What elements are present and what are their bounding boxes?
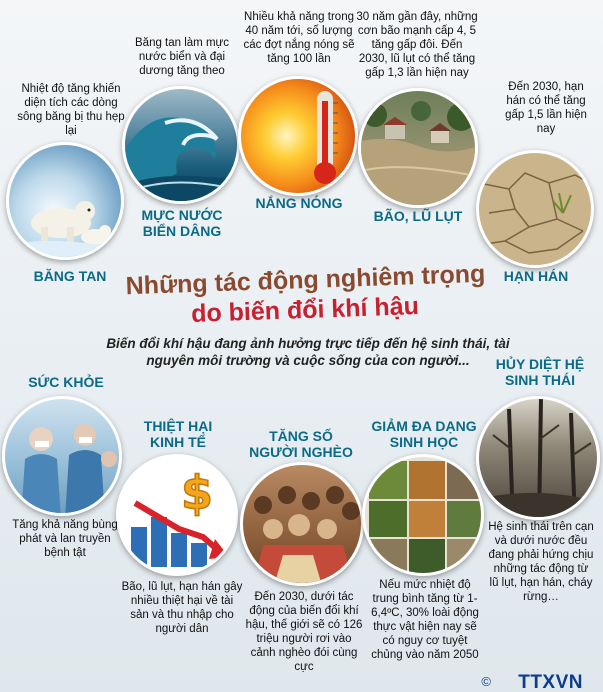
biodiversity-caption: Nếu mức nhiệt độ trung bình tăng từ 1-6,4ºC, 30% loài động thực vật hiện nay sẽ có nguy cơ tuyệt chủng vào năm 2050 <box>371 579 479 661</box>
sea-level-image <box>122 86 240 204</box>
drought-label: HẠN HÁN <box>503 268 569 284</box>
flood-icon <box>361 91 478 208</box>
biodiversity-image <box>362 454 484 576</box>
ice-melt-label: BĂNG TAN <box>33 268 107 284</box>
crowd-icon <box>243 465 364 586</box>
health-image <box>2 396 122 516</box>
health-icon <box>5 399 122 516</box>
svg-text:$: $ <box>181 466 214 520</box>
ecosystem-image <box>476 396 600 520</box>
heat-caption: Nhiều khả năng trong 40 năm tới, số lượng các đợt nắng nóng sẽ tăng 100 lần <box>243 11 355 65</box>
dollar-chart-icon <box>119 457 238 576</box>
poverty-label: TĂNG SỐ NGƯỜI NGHÈO <box>249 428 353 460</box>
drought-caption: Đến 2030, hạn hán có thể tăng gấp 1,5 lần hiện nay <box>505 81 587 135</box>
storm-flood-caption: 30 năm gần đây, những cơn bão mạnh cấp 4, 5 tăng gấp đôi. Đến 2030, lũ lụt có thể tăng gấp 1,3 lần hiện nay <box>356 11 478 79</box>
economic-loss-image <box>116 454 238 576</box>
wave-icon <box>125 89 240 204</box>
page-subtitle: Biến đổi khí hậu đang ảnh hưởng trực tiếp đến hệ sinh thái, tài nguyên môi trường và cuộc sống của con người... <box>106 336 510 368</box>
ecosystem-label: HỦY DIỆT HỆ SINH THÁI <box>495 356 585 388</box>
sea-level-caption: Băng tan làm mực nước biển và đại dương tăng theo <box>135 37 229 77</box>
poverty-image <box>240 462 364 586</box>
ice-melt-caption: Nhiệt độ tăng khiến diện tích các dòng sông băng bị thu hẹp lại <box>17 83 125 137</box>
page-title-line1: Những tác động nghiêm trọng <box>125 259 486 301</box>
burned-forest-icon <box>479 399 600 520</box>
heat-image <box>238 76 358 196</box>
health-caption: Tăng khả năng bùng phát và lan truyền bệnh tật <box>12 519 118 559</box>
drought-icon <box>479 153 594 268</box>
polar-bear-icon <box>9 145 124 260</box>
drought-image <box>476 150 594 268</box>
heat-label: NẮNG NÓNG <box>255 195 343 211</box>
sun-thermometer-icon <box>241 79 358 196</box>
storm-flood-image <box>358 88 478 208</box>
ecosystem-caption: Hệ sinh thái trên cạn và dưới nước đều đang phải hứng chịu những tác động từ lũ lụt, hạn hán, cháy rừng… <box>488 521 594 603</box>
economic-loss-caption: Bão, lũ lụt, hạn hán gây nhiều thiệt hại về tài sản và thu nhập cho người dân <box>121 581 243 635</box>
ice-melt-image <box>6 142 124 260</box>
ttxvn-logo: TTXVN <box>518 672 583 692</box>
animals-icon <box>365 457 484 576</box>
health-label: SỨC KHỎE <box>28 374 104 390</box>
copyright-mark: © <box>481 674 491 689</box>
poverty-caption: Đến 2030, dưới tác động của biến đổi khí hậu, thế giới sẽ có 126 triệu người rơi vào cảnh nghèo đói cùng cực <box>245 591 363 673</box>
storm-flood-label: BÃO, LŨ LỤT <box>373 208 463 224</box>
page-title-line2: do biến đổi khí hậu <box>190 292 420 328</box>
sea-level-label: MỰC NƯỚC BIỂN DÂNG <box>141 207 223 239</box>
biodiversity-label: GIẢM ĐA DẠNG SINH HỌC <box>371 418 477 450</box>
economic-loss-label: THIỆT HẠI KINH TẾ <box>143 418 213 450</box>
